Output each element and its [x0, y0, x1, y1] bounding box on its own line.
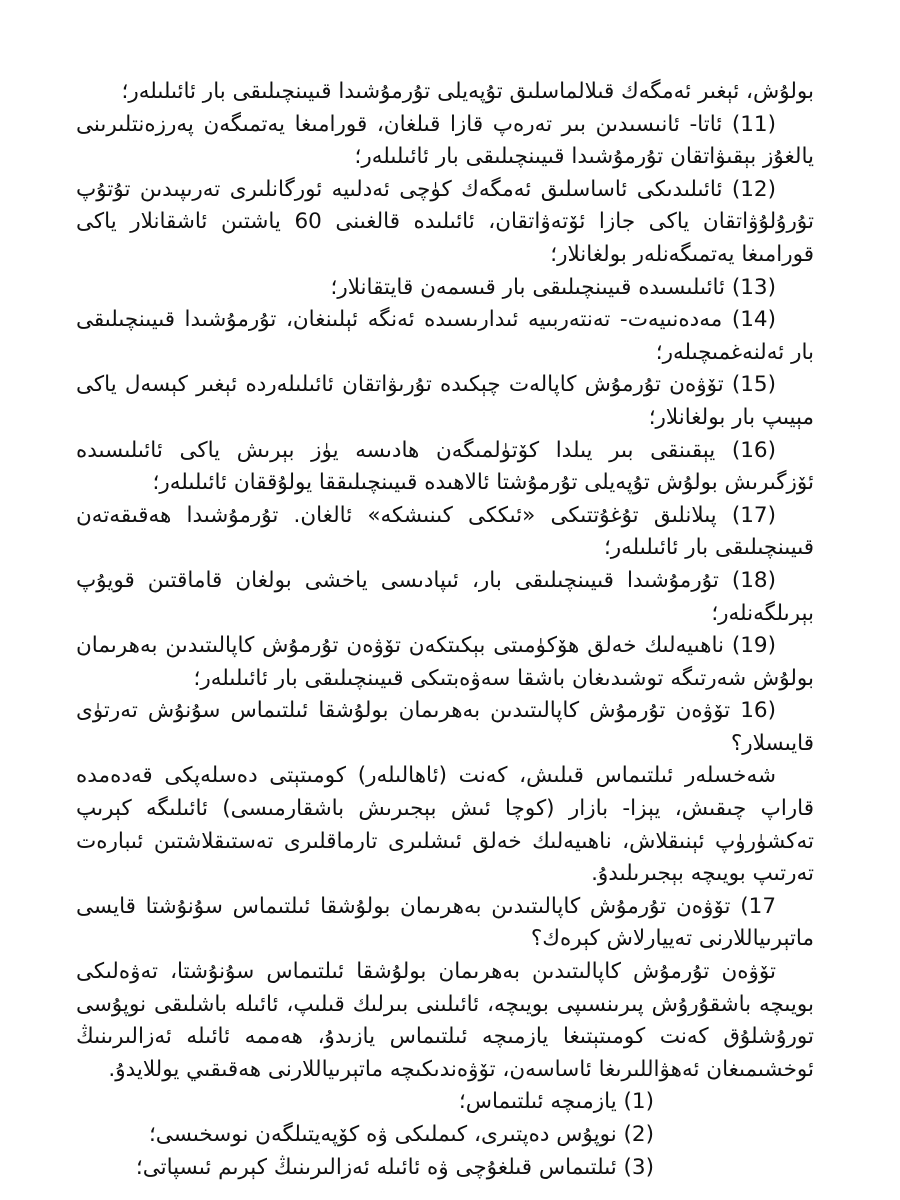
material-item-1: (1) يازمىچە ئىلتىماس؛: [458, 1089, 654, 1115]
paragraph-continuation: بولۇش، ئېغىر ئەمگەك قىلالماسلىق تۇپەيلى تۇرمۇشىدا قىيىنچىلىقى بار ئائىلىلەر؛: [121, 79, 814, 104]
list-item-15: (15) تۆۋەن تۇرمۇش كاپالەت چېكىدە تۇرىۋاتقان ئائىلىلەردە ئېغىر كېسەل ياكى مېيىپ بار بولغانلار؛: [76, 372, 814, 430]
material-item-3: (3) ئىلتىماس قىلغۇچى ۋە ئائىلە ئەزالىرىنىڭ كېرىم ئىسپاتى؛: [135, 1154, 654, 1180]
list-item-17: (17) پىلانلىق تۇغۇتتىكى «ئىككى كىنىشكە» ئالغان. تۇرمۇشىدا ھەقىقەتەن قىيىنچىلىقى بار ئائىلىلەر؛: [76, 502, 814, 561]
list-item-13: (13) ئائىلىسىدە قىيىنچىلىقى بار قىسمەن قايتقانلار؛: [330, 274, 776, 300]
material-item-2: (2) نوپۇس دەپتىرى، كىملىكى ۋە كۆپەيتىلگەن نوسخىسى؛: [148, 1122, 654, 1147]
document-body: [76, 76, 814, 1184]
question-17: 17) تۆۋەن تۇرمۇش كاپالىتىدىن بەھرىمان بولۇشقا ئىلتىماس سۇنۇشتا قايسى ماتېرىياللارنى تەييارلاش كېرەك؟: [76, 893, 814, 952]
list-item-11: (11) ئاتا- ئانىسىدىن بىر تەرەپ قازا قىلغان، قورامىغا يەتمىگەن پەرزەنتلىرىنى يالغۇز بېقىۋاتقان تۇرمۇشىدا قىيىنچىلىقى بار ئائىلىلەر؛: [76, 111, 814, 170]
question-16: (16 تۆۋەن تۇرمۇش كاپالىتىدىن بەھرىمان بولۇشقا ئىلتىماس سۇنۇش تەرتۈى قايىسلار؟: [76, 698, 814, 756]
list-item-16: (16) يېقىنقى بىر يىلدا كۆتۈلمىگەن ھادىسە يۈز بېرىش ياكى ئائىلىسىدە ئۆزگىرىش بولۇش تۇپەيلى تۇرمۇشتا ئالاھىدە قىيىنچىلىققا يولۇققان ئائىلىلەر؛: [76, 437, 814, 496]
list-item-14: (14) مەدەنىيەت- تەنتەربىيە ئىدارىسىدە ئەنگە ئېلىنغان، تۇرمۇشىدا قىيىنچىلىقى بار ئەلنەغمىچىلەر؛: [76, 307, 814, 365]
list-item-19: (19) ناھىيەلىك خەلق ھۆكۈمىتى بېكىتكەن تۆۋەن تۇرمۇش كاپالىتىدىن بەھرىمان بولۇش شەرتىگە توشىدىغان باشقا سەۋەبتىكى قىيىنچىلىقى بار ئائىلىلەر؛: [76, 633, 814, 691]
answer-16: شەخسلەر ئىلتىماس قىلىش، كەنت (ئاھالىلەر) كومىتېتى دەسلەپكى قەدەمدە قاراپ چىقىش، يېزا- بازار (كوچا ئىش بېجىرىش باشقارمىسى) ئائىلىگە كېرىپ تەكشۈرۈپ ئېنىقلاش، ناھىيەلىك خەلق ئىشلىرى تارماقلىرى تەستىقلاشتىن ئىبارەت تەرتىپ بويىچە بېجىرىلىدۇ.: [76, 763, 814, 887]
list-item-18: (18) تۇرمۇشىدا قىيىنچىلىقى بار، ئىپادىسى ياخشى بولغان قاماقتىن قويۇپ بېرىلگەنلەر؛: [76, 567, 814, 626]
answer-17: تۆۋەن تۇرمۇش كاپالىتىدىن بەھرىمان بولۇشقا ئىلتىماس سۇنۇشتا، تەۋەلىكى بويىچە باشقۇرۇش پىرىنسىپى بويىچە، ئائىلىنى بىرلىك قىلىپ، ئائىلە باشلىقى نوپۇسى تورۇشلۇق كەنت كومىتېتىغا يازمىچە ئىلتىماس يازىدۇ، ھەممە ئائىلە ئەزالىرىنىڭ ئوخشىمىغان ئەھۋاللىرىغا ئاساسەن، تۆۋەندىكىچە ماتېرىياللارنى ھەقىقىي يوللايدۇ.: [76, 959, 814, 1082]
list-item-12: (12) ئائىلىدىكى ئاساسلىق ئەمگەك كۈچى ئەدلىيە ئورگانلىرى تەرىپىدىن تۇتۇپ تۇرۇلۇۋاتقان ياكى جازا ئۆتەۋاتقان، ئائىلىدە قالغىنى 60 ياشتىن ئاشقانلار ياكى قورامىغا يەتمىگەنلەر بولغانلار؛: [76, 176, 814, 267]
